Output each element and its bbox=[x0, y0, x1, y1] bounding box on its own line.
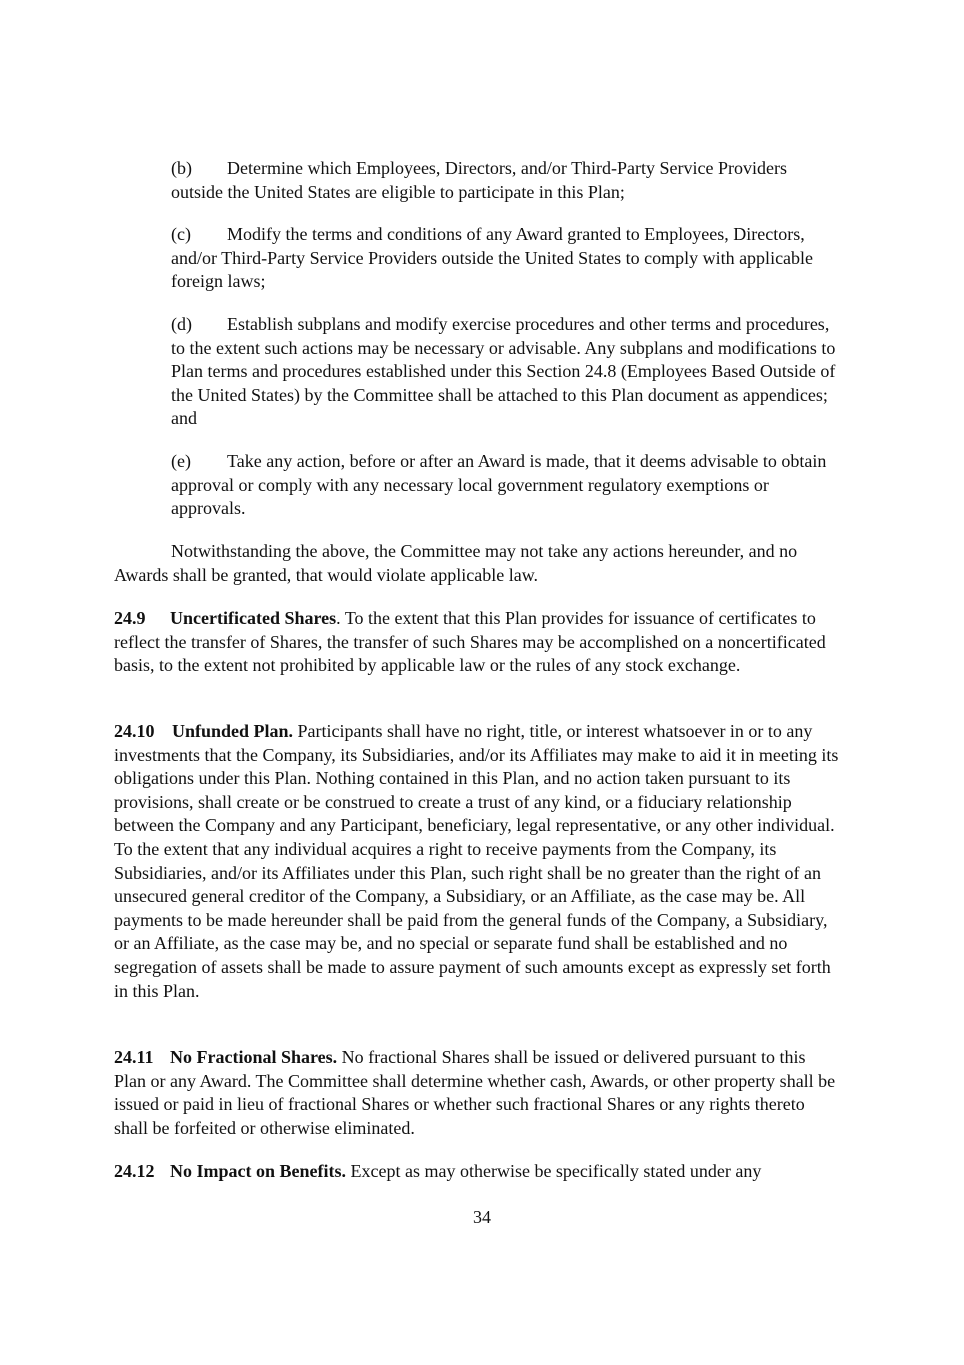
section-text: Participants shall have no right, title, or interest whatsoever in or to any investments that the Company, its Subsidiaries, and/or its Affiliates may make to aid it in meeting its obligations under this Plan. Nothing contained in this Plan, and no action taken pursuant to its provisions, shall create or be construed to create a trust of any kind, or a fiduciary relationship between the Company and any Participant, beneficiary, legal representative, or any other individual. To the extent that any individual acquires a right to receive payments from the Company, its Subsidiaries, and/or its Affiliates under this Plan, such right shall be no greater than the right of an unsecured general creditor of the Company, a Subsidiary, or an Affiliate, as the case may be. All payments to be made hereunder shall be paid from the general funds of the Company, a Subsidiary, or an Affiliate, as the case may be, and no special or separate fund shall be established and no segregation of assets shall be made to assure payment of such amounts except as expressly set forth in this Plan. bbox=[114, 721, 839, 1001]
section-title: No Fractional Shares. bbox=[170, 1047, 338, 1067]
section-24-11 bbox=[114, 1046, 840, 1140]
section-title: No Impact on Benefits. bbox=[170, 1161, 346, 1181]
list-item-b bbox=[171, 157, 841, 204]
list-item-d bbox=[171, 313, 841, 431]
section-text: Except as may otherwise be specifically stated under any bbox=[346, 1161, 762, 1181]
section-number: 24.10 bbox=[114, 721, 155, 741]
section-number: 24.11 bbox=[114, 1047, 154, 1067]
list-item-label: (d) bbox=[171, 314, 192, 334]
notwithstanding-paragraph: Notwithstanding the above, the Committee may not take any actions hereunder, and no Awards shall be granted, that would violate applicable law. bbox=[114, 541, 798, 585]
list-item-text: Determine which Employees, Directors, and/or Third-Party Service Providers outside the United States are eligible to participate in this Plan; bbox=[171, 158, 788, 202]
list-item-text: Modify the terms and conditions of any Award granted to Employees, Directors, and/or Third-Party Service Providers outside the United States to comply with applicable foreign laws; bbox=[171, 224, 814, 292]
section-title: Uncertificated Shares bbox=[170, 608, 337, 628]
page-number: 34 bbox=[473, 1207, 491, 1227]
list-item-text: Establish subplans and modify exercise procedures and other terms and procedures, to the extent such actions may be necessary or advisable. Any subplans and modifications to Plan terms and procedures established under this Section 24.8 (Employees Based Outside of the United States) by the Committee shall be attached to this Plan document as appendices; and bbox=[171, 314, 836, 429]
section-text: . To the extent that this Plan provides for issuance of certificates to reflect the transfer of Shares, the transfer of such Shares may be accomplished on a noncertificated basis, to the extent not prohibited by applicable law or the rules of any stock exchange. bbox=[114, 608, 826, 676]
section-number: 24.12 bbox=[114, 1161, 155, 1181]
section-text: No fractional Shares shall be issued or delivered pursuant to this Plan or any Award. The Committee shall determine whether cash, Awards, or other property shall be issued or paid in lieu of fractional Shares or whether such fractional Shares or any rights thereto shall be forfeited or otherwise eliminated. bbox=[114, 1047, 836, 1138]
section-number: 24.9 bbox=[114, 608, 146, 628]
section-title: Unfunded Plan. bbox=[172, 721, 294, 741]
list-item-text: Take any action, before or after an Award is made, that it deems advisable to obtain approval or comply with any necessary local government regulatory exemptions or approvals. bbox=[171, 451, 827, 519]
list-item-label: (b) bbox=[171, 158, 192, 178]
section-24-10 bbox=[114, 720, 840, 1003]
list-item-label: (e) bbox=[171, 451, 191, 471]
list-item-e bbox=[171, 450, 841, 521]
list-item-label: (c) bbox=[171, 224, 191, 244]
list-item-c bbox=[171, 223, 841, 294]
section-24-9 bbox=[114, 607, 840, 678]
section-24-12 bbox=[114, 1160, 840, 1184]
